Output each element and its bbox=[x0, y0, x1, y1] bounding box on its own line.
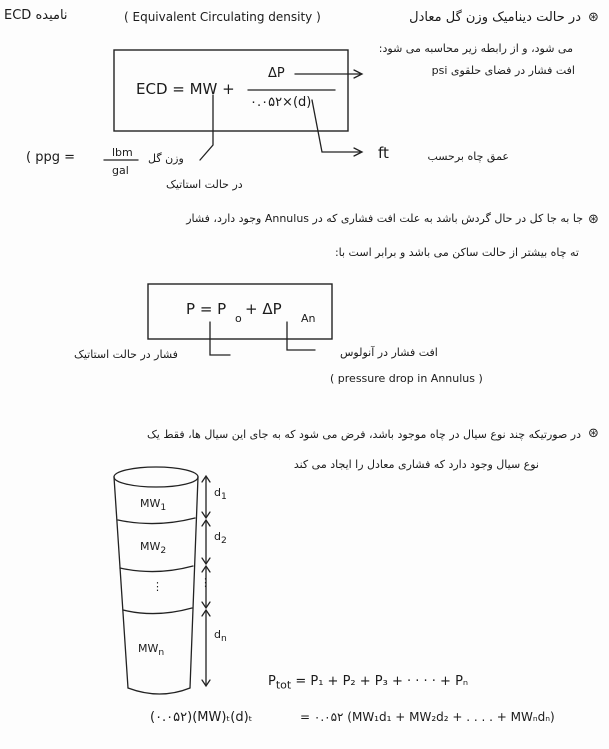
section2-line2-fa: ته چاه بیشتر از حالت ساکن می باشد و برابر است با: bbox=[334, 246, 579, 259]
pressure-formula-sub-o: o bbox=[235, 312, 242, 325]
section2-line1-fa: جا به جا کل در حال گردش باشد به علت افت فشاری که در Annulus وجود دارد، فشار bbox=[186, 212, 583, 225]
pressure-formula-p: P = P bbox=[186, 300, 227, 318]
bullet-2: ⊛ bbox=[588, 212, 599, 227]
ecd-formula-denominator: ۰.۰۵۲×(d) bbox=[250, 95, 312, 110]
ppg-denominator: gal bbox=[112, 164, 129, 177]
depth-1-label: $d_1$ bbox=[214, 486, 227, 503]
bullet-1: ⊛ bbox=[588, 10, 599, 25]
depth-3-dots: ⋮ bbox=[200, 576, 211, 589]
segment-4-mw: $MW_n$ bbox=[138, 642, 165, 659]
segment-3-dots: ⋮ bbox=[152, 580, 163, 593]
pressure-loss-label: افت فشار در فضای حلقوی psi bbox=[431, 64, 575, 77]
pressure-formula-plus: + ΔP bbox=[245, 300, 282, 318]
segment-2-mw: $MW_2$ bbox=[140, 540, 167, 557]
depth-n-label: $d_n$ bbox=[214, 628, 227, 645]
section3-line1-fa: در صورتیکه چند نوع سیال در چاه موجود باشد، فرض می شود که به جای این سیال ها، فقط یک bbox=[146, 428, 581, 441]
pressure-formula-sub-an: An bbox=[301, 312, 316, 325]
section3-line2-fa: نوع سیال وجود دارد که فشاری معادل را ایجاد می کند bbox=[293, 458, 539, 471]
mud-weight-label: وزن گل bbox=[148, 152, 184, 165]
segment-1-mw: $MW_1$ bbox=[140, 497, 167, 514]
annulus-loss-english: ( pressure drop in Annulus ) bbox=[330, 372, 483, 385]
depth-label: عمق چاه برحسب bbox=[427, 150, 509, 163]
ecd-full-name: ( Equivalent Circulating density ) bbox=[124, 10, 321, 24]
static-pressure-label: فشار در حالت استاتیک bbox=[74, 348, 178, 361]
final-equation-lhs: (۰.۰۵۲)(MW)ₜ(d)ₜ bbox=[150, 710, 253, 725]
annulus-loss-label: افت فشار در آنولوس bbox=[340, 346, 438, 359]
section1-line2-fa: می شود، و از رابطه زیر محاسبه می شود: bbox=[378, 42, 573, 55]
ecd-formula-numerator: ΔP bbox=[268, 66, 285, 81]
final-equation-rhs: = ۰.۰۵۲ (MW₁d₁ + MW₂d₂ + . . . . + MWₙdₙ) bbox=[300, 710, 555, 724]
static-state-label: در حالت استاتیک bbox=[166, 178, 243, 191]
ecd-formula-lhs: ECD = MW + bbox=[136, 80, 235, 98]
depth-2-label: $d_2$ bbox=[214, 530, 227, 547]
total-pressure-eq: $P_{tot} = P_1 + P_2 + P_3$ + · · · · + Pₙ bbox=[268, 674, 469, 692]
depth-unit: ft bbox=[378, 144, 389, 162]
ecd-title: ECD نامیده bbox=[4, 8, 68, 23]
ppg-label: ( ppg = bbox=[26, 150, 75, 165]
section1-header-fa: در حالت دینامیک وزن گل معادل bbox=[409, 10, 581, 25]
ppg-numerator: lbm bbox=[112, 146, 133, 159]
bullet-3: ⊛ bbox=[588, 426, 599, 441]
